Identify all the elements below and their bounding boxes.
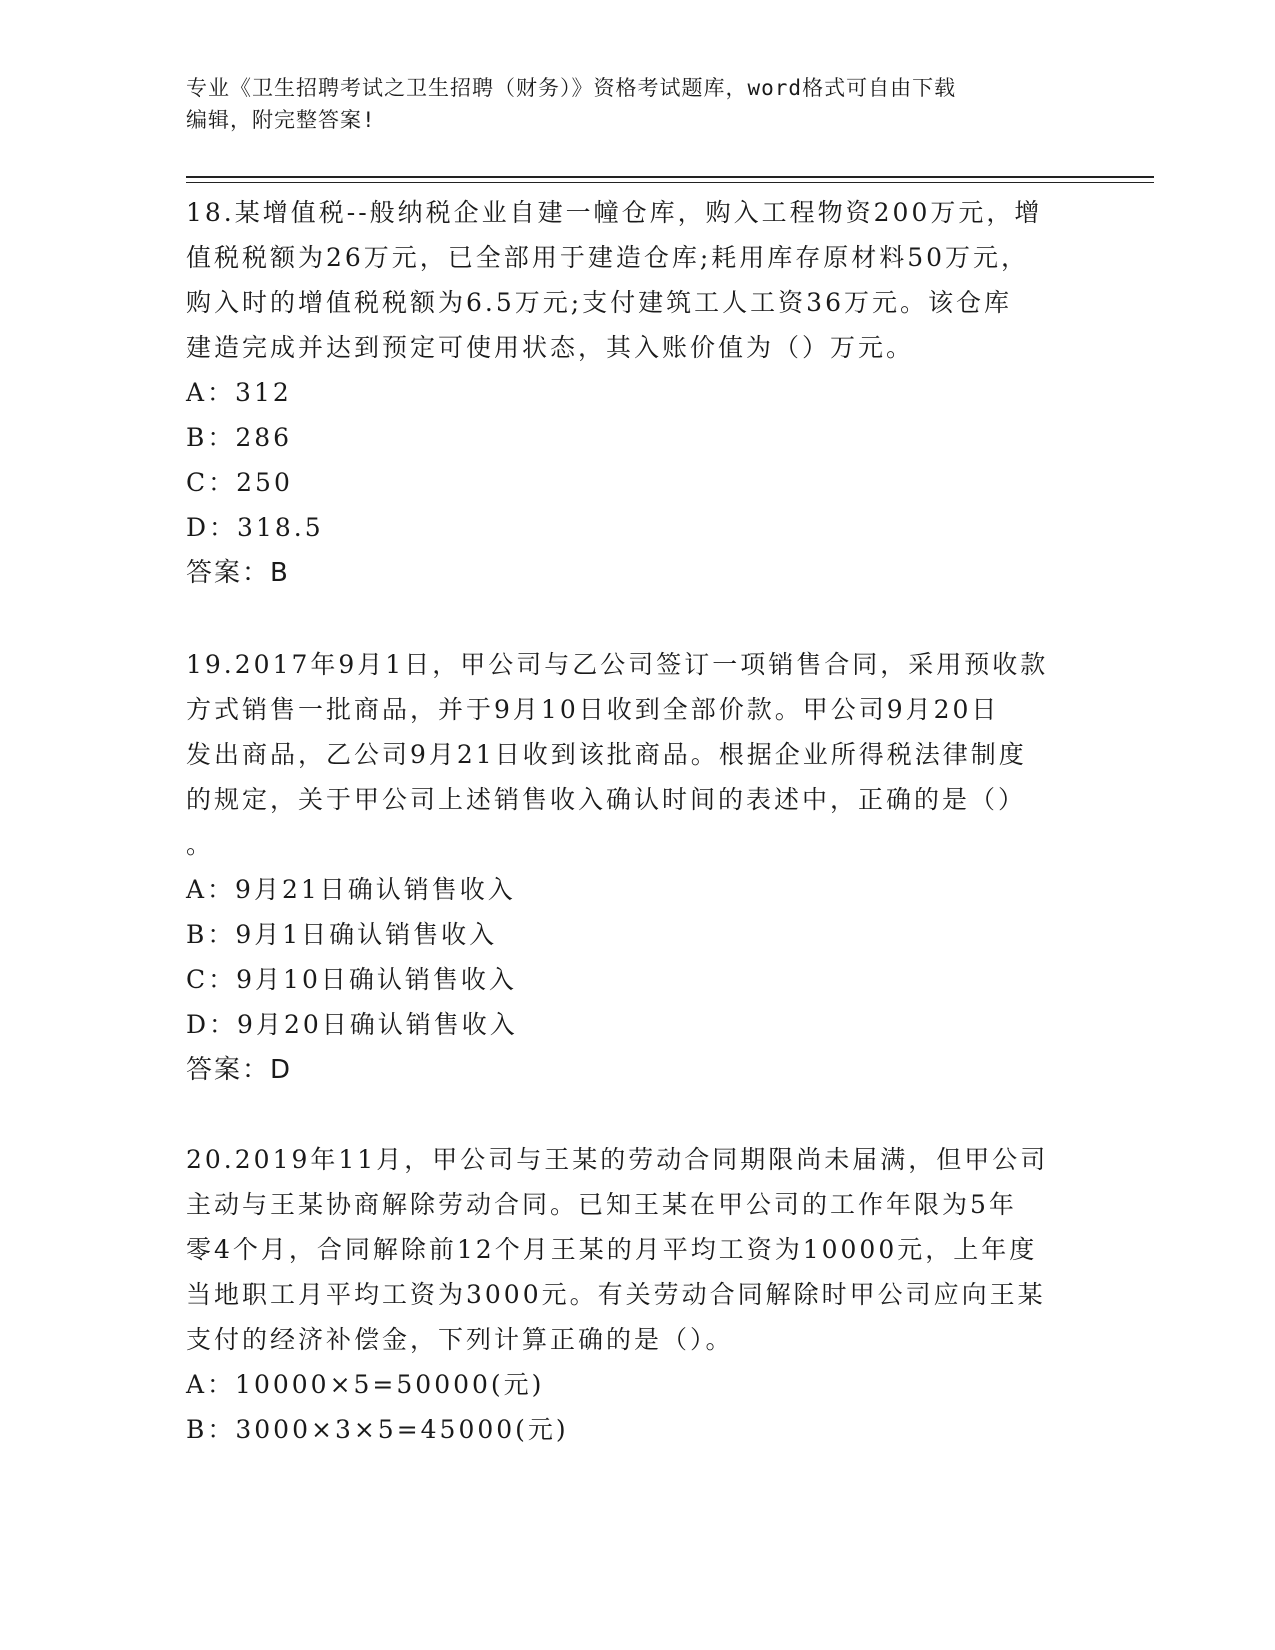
question-text-line: 值税税额为26万元，已全部用于建造仓库;耗用库存原材料50万元，	[186, 243, 1030, 272]
option-b: B：286	[186, 423, 293, 452]
question-18	[186, 190, 1086, 596]
question-text-line: 方式销售一批商品，并于9月10日收到全部价款。甲公司9月20日	[186, 695, 1000, 724]
question-text-line: 支付的经济补偿金，下列计算正确的是（）。	[186, 1325, 734, 1354]
option-b: B：3000×3×5=45000(元)	[186, 1415, 569, 1444]
header-line-1: 专业《卫生招聘考试之卫生招聘（财务）》资格考试题库，word格式可自由下载	[186, 76, 957, 100]
question-text-line: 的规定，关于甲公司上述销售收入确认时间的表述中，正确的是（）	[186, 785, 1027, 814]
question-text-line: 20.2019年11月，甲公司与王某的劳动合同期限尚未届满，但甲公司	[186, 1145, 1049, 1174]
answer-line: 答案：D	[186, 1055, 293, 1085]
option-a: A：9月21日确认销售收入	[186, 875, 516, 904]
question-text-line: 当地职工月平均工资为3000元。有关劳动合同解除时甲公司应向王某	[186, 1280, 1046, 1309]
question-text-line: 18.某增值税--般纳税企业自建一幢仓库，购入工程物资200万元，增	[186, 198, 1043, 227]
question-20	[186, 1137, 1086, 1452]
answer-line: 答案：B	[186, 558, 290, 588]
header-line-2: 编辑，附完整答案!	[186, 108, 376, 132]
option-c: C：250	[186, 468, 293, 497]
question-text-line: 发出商品，乙公司9月21日收到该批商品。根据企业所得税法律制度	[186, 740, 1027, 769]
header-rule-thick	[186, 176, 1154, 178]
option-d: D：318.5	[186, 513, 324, 542]
question-text-line: 建造完成并达到预定可使用状态，其入账价值为（）万元。	[186, 333, 915, 362]
option-b: B：9月1日确认销售收入	[186, 920, 498, 949]
document-header	[186, 72, 1066, 136]
header-rule-thin	[186, 182, 1154, 183]
option-d: D：9月20日确认销售收入	[186, 1010, 518, 1039]
question-text-line: 主动与王某协商解除劳动合同。已知王某在甲公司的工作年限为5年	[186, 1190, 1017, 1219]
question-19	[186, 642, 1086, 1093]
question-text-line: 购入时的增值税税额为6.5万元;支付建筑工人工资36万元。该仓库	[186, 288, 1012, 317]
question-text-line: 19.2017年9月1日，甲公司与乙公司签订一项销售合同，采用预收款	[186, 650, 1049, 679]
option-a: A：10000×5=50000(元)	[186, 1370, 545, 1399]
option-c: C：9月10日确认销售收入	[186, 965, 517, 994]
option-a: A：312	[186, 378, 292, 407]
question-text-line: 零4个月，合同解除前12个月王某的月平均工资为10000元，上年度	[186, 1235, 1038, 1264]
question-text-line: 。	[186, 830, 215, 859]
